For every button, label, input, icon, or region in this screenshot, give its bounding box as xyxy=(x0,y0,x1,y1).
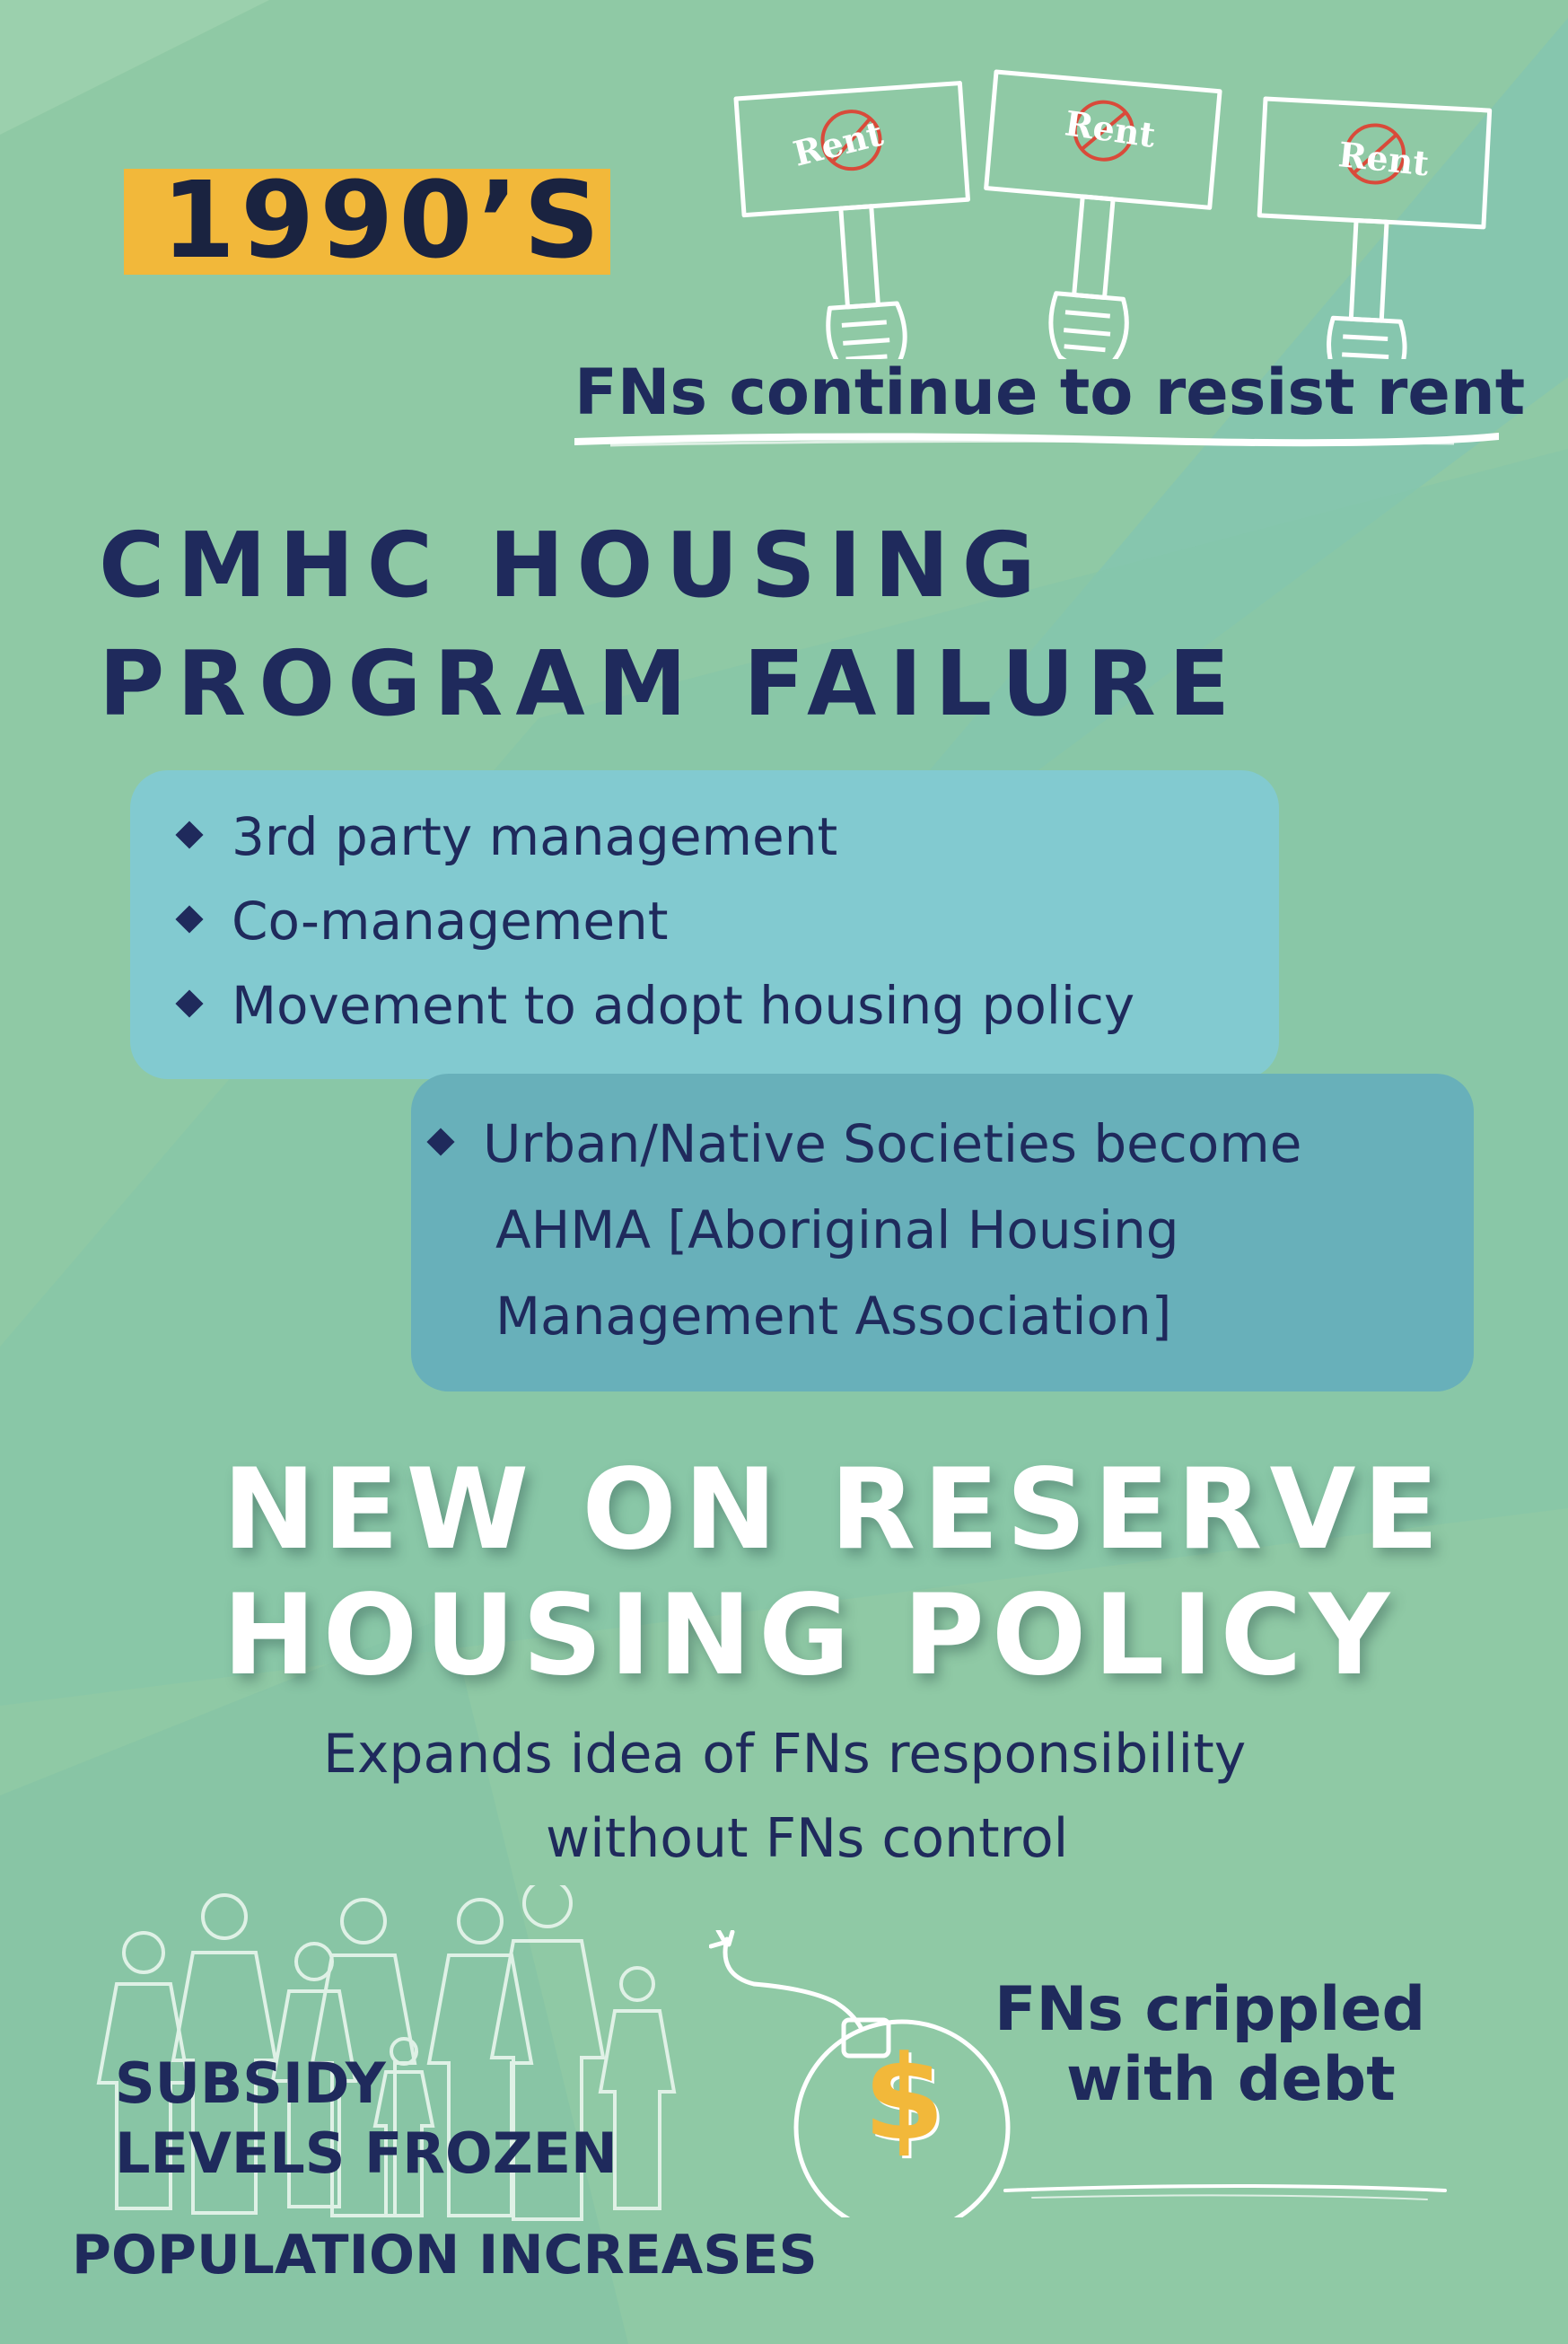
sign-text: Rent xyxy=(789,112,888,174)
section2-title-line2: HOUSING POLICY xyxy=(223,1571,1397,1700)
bullet-continuation: Management Association] xyxy=(495,1286,1172,1347)
bullet-item: Movement to adopt housing policy xyxy=(180,962,1134,1049)
section2-subtext-line1: Expands idea of FNs responsibility xyxy=(323,1723,1247,1786)
diamond-bullet-icon xyxy=(175,821,203,848)
resist-caption: FNs continue to resist rent xyxy=(574,356,1526,429)
debt-line1: FNs crippled xyxy=(994,1974,1426,2045)
protest-sign-icon xyxy=(727,36,1535,359)
sign-text: Rent xyxy=(1062,102,1158,155)
debt-line2: with debt xyxy=(1066,2044,1396,2115)
section1-title-line2: PROGRAM FAILURE xyxy=(99,631,1243,736)
section2-title-line1: NEW ON RESERVE xyxy=(223,1445,1447,1575)
dollar-sign-icon: $ xyxy=(863,2030,945,2166)
sign-text: Rent xyxy=(1336,134,1432,184)
section1-title-line1: CMHC HOUSING xyxy=(99,513,1048,618)
bullet-item: Urban/Native Societies become xyxy=(431,1101,1301,1187)
subsidy-line2: LEVELS FROZEN xyxy=(115,2120,618,2186)
diamond-bullet-icon xyxy=(175,905,203,933)
diamond-bullet-icon xyxy=(175,989,203,1017)
year-label: 1990’S xyxy=(162,158,606,282)
population-label: POPULATION INCREASES xyxy=(72,2224,818,2287)
diamond-bullet-icon xyxy=(426,1128,454,1155)
bullet-continuation: AHMA [Aboriginal Housing xyxy=(495,1199,1179,1260)
bullet-item: 3rd party management xyxy=(180,794,837,880)
bullet-item: Co-management xyxy=(180,878,669,964)
brush-underline xyxy=(574,429,1499,451)
section2-subtext-line2: without FNs control xyxy=(546,1807,1069,1870)
subsidy-line1: SUBSIDY xyxy=(115,2050,386,2116)
